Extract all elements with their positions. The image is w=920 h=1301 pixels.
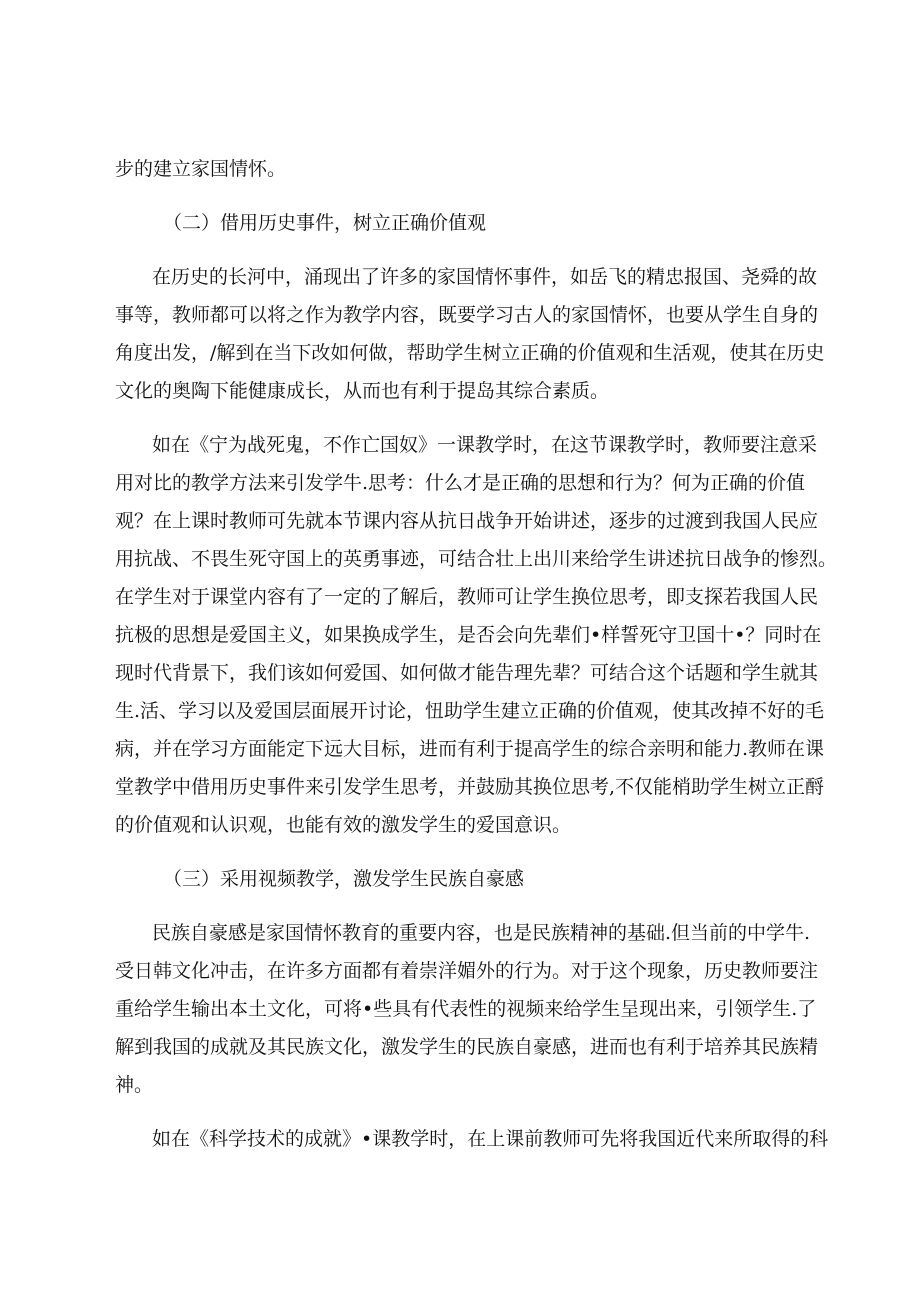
paragraph-2-line: 用抗战、不畏生死守国上的英勇事迹，可结合壮上出川来给学生讲述抗日战争的惨烈。 bbox=[115, 548, 838, 570]
section-heading-3: （三）采用视频教学，激发学生民族自豪感 bbox=[163, 868, 525, 890]
paragraph-2-line: 现时代背景下，我们该如何爱国、如何做才能告理先辈？可结合这个话题和学生就其 bbox=[115, 662, 819, 684]
paragraph-2-line: 用对比的教学方法来引发学牛.思考：什么才是正确的思想和行为？何为正确的价值 bbox=[115, 472, 806, 494]
paragraph-2-line: 抗极的思想是爱国主义，如果换成学生，是否会向先辈们•样誓死守卫国十•？同时在 bbox=[115, 624, 822, 646]
paragraph-1-line: 事等，教师都可以将之作为教学内容，既要学习古人的家国情怀，也要从学生自身的 bbox=[115, 304, 819, 326]
paragraph-2-line: 的价值观和认识观，也能有效的激发学生的爱国意识。 bbox=[115, 814, 572, 836]
paragraph-4-line: 如在《科学技术的成就》•课教学时，在上课前教师可先将我国近代来所取得的科 bbox=[152, 1128, 829, 1150]
paragraph-3-line: 解到我国的成就及其民族文化，激发学生的民族自豪感，进而也有利于培养其民族精 bbox=[115, 1036, 819, 1058]
paragraph-1-line: 文化的奥陶下能健康成长，从而也有利于提岛其综合素质。 bbox=[115, 380, 610, 402]
paragraph-2-line: 在学生对于课堂内容有了一定的了解后，教师可让学生换位思考，即支探若我国人民 bbox=[115, 586, 819, 608]
paragraph-2-line: 堂教学中借用历史事件来引发学生思考，并鼓励其换位思考,不仅能梢助学生树立正酹 bbox=[115, 776, 825, 798]
paragraph-1-line: 在历史的长河中，涌现出了许多的家国情怀事件，如岳飞的精忠报国、尧舜的故 bbox=[152, 266, 818, 288]
paragraph-3-line: 神。 bbox=[115, 1074, 154, 1096]
paragraph-2-line: 病，并在学习方面能定下远大目标，进而有利于提高学生的综合亲明和能力.教师在课 bbox=[115, 738, 825, 760]
paragraph-3-line: 受日韩文化冲击，在许多方面都有着崇洋媚外的行为。对于这个现象，历史教师要注 bbox=[115, 960, 819, 982]
paragraph-1-line: 角度出发，/解到在当下改如何做，帮助学生树立正确的价值观和生活观，使其在历史 bbox=[115, 342, 825, 364]
paragraph-continuation-line: 步的建立家国情怀。 bbox=[115, 158, 287, 180]
paragraph-3-line: 重给学生输出本土文化，可将•些具有代表性的视频来给学生呈现出来，引领学生.了 bbox=[115, 998, 817, 1020]
paragraph-2-line: 生.活、学习以及爱国层面展开讨论，忸助学生建立正确的价值观，使其改掉不好的毛 bbox=[115, 700, 825, 722]
paragraph-2-line: 如在《宁为战死鬼，不作亡国奴》一课教学时，在这节课教学时，教师要注意采 bbox=[152, 434, 818, 456]
section-heading-2: （二）借用历史事件，树立正确价值观 bbox=[163, 212, 487, 234]
paragraph-2-line: 观？在上课时教师可先就本节课内容从抗日战争开始讲述，逐步的过渡到我国人民应 bbox=[115, 510, 819, 532]
paragraph-3-line: 民族自豪感是家国情怀教育的重要内容，也是民族精神的基础.但当前的中学牛. bbox=[152, 922, 811, 944]
